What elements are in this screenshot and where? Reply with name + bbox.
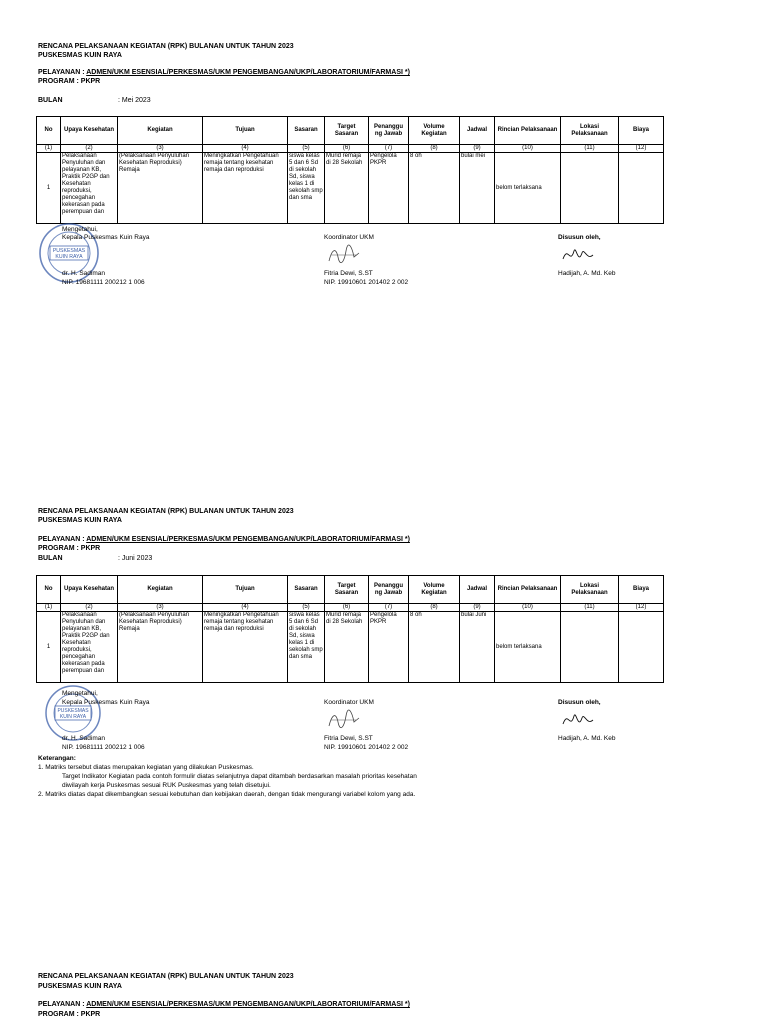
pelayanan-prefix: PELAYANAN : (38, 69, 87, 76)
pelayanan-line (38, 536, 410, 544)
row-kegiatan: (Pelaksanaan Penyuluhan Kesehatan Reproduksi) Remaja (118, 612, 203, 683)
row-target: Murid remaja di 28 Sekolah (325, 612, 369, 683)
row-lokasi (561, 612, 619, 683)
header-cell: No (37, 117, 61, 145)
keterangan-block (38, 754, 417, 799)
table-header-row (37, 117, 664, 145)
keterangan-line: Target Indikator Kegiatan pada contoh formulir diatas selanjutnya dapat ditambah berdasarkan masalah prioritas kesehatan (62, 773, 417, 780)
table-row (37, 612, 664, 683)
header-cell: Rincian Pelaksanaan (495, 117, 561, 145)
column-number: (8) (409, 604, 460, 612)
header-cell: Jadwal (460, 117, 495, 145)
header-cell: No (37, 576, 61, 604)
row-rincian: belom terlaksana (495, 612, 561, 683)
puskesmas-name: PUSKESMAS KUIN RAYA (38, 983, 122, 990)
disusun-signature (560, 243, 596, 267)
stamp-text-2: KUIN RAYA (55, 254, 83, 260)
header-cell: Lokasi Pelaksanaan (561, 576, 619, 604)
column-number: (3) (118, 604, 203, 612)
koordinator-nip: NIP. 19910601 201402 2 002 (324, 279, 409, 286)
pelayanan-line (38, 69, 410, 77)
stamp-text-1: PUSKESMAS (57, 708, 89, 714)
header-cell: Upaya Kesehatan (61, 117, 118, 145)
row-no: 1 (37, 153, 61, 224)
header-cell: Volume Kegiatan (409, 117, 460, 145)
column-number: (5) (288, 604, 325, 612)
koordinator-nip: NIP. 19910601 201402 2 002 (324, 744, 409, 751)
bulan-label: BULAN (38, 555, 63, 562)
column-number: (9) (460, 604, 495, 612)
program-line: PROGRAM : PKPR (38, 78, 101, 85)
column-number: (6) (325, 145, 369, 153)
row-biaya (619, 612, 664, 683)
header-cell: Biaya (619, 117, 664, 145)
row-upaya-text: Pelaksanaan Penyuluhan dan pelayanan KB, Praktik P2GP dan Kesehatan reproduksi, pencegahan kekerasan pada perempuan dan (62, 612, 110, 674)
kepala-nip: NIP. 19681111 200212 1 006 (62, 279, 145, 286)
column-number: (10) (495, 145, 561, 153)
puskesmas-name: PUSKESMAS KUIN RAYA (38, 52, 122, 59)
koordinator-title: Koordinator UKM (324, 699, 374, 706)
header-cell: Volume Kegiatan (409, 576, 460, 604)
header-cell: Tujuan (203, 576, 288, 604)
pelayanan-value: ADMEN/UKM ESENSIAL/PERKESMAS/UKM PENGEMBANGAN/UKP/LABORATORIUM/FARMASI *) (86, 536, 410, 543)
mengetahui-label: Mengetahui, (62, 226, 98, 233)
row-tujuan: Meningkatkan Pengetahuan remaja tentang kesehatan remaja dan reproduksi (203, 612, 288, 683)
disusun-name: Hadijah, A. Md. Keb (558, 735, 616, 742)
row-volume: 8 oh (409, 612, 460, 683)
row-upaya (61, 153, 118, 224)
row-penanggung: Pengelola PKPR (369, 153, 409, 224)
row-lokasi (561, 153, 619, 224)
puskesmas-name: PUSKESMAS KUIN RAYA (38, 517, 122, 524)
row-jadwal: bulai Juni (460, 612, 495, 683)
kepala-title: Kepala Puskesmas Kuin Raya (62, 234, 150, 241)
column-number: (4) (203, 604, 288, 612)
row-kegiatan: (Pelaksanaan Penyuluhan Kesehatan Reproduksi) Remaja (118, 153, 203, 224)
koordinator-signature (326, 708, 362, 732)
column-number: (7) (369, 145, 409, 153)
kepala-nip: NIP. 19681111 200212 1 006 (62, 744, 145, 751)
column-number: (10) (495, 604, 561, 612)
table-header-row (37, 576, 664, 604)
row-penanggung: Pengelola PKPR (369, 612, 409, 683)
pelayanan-prefix: PELAYANAN : (38, 536, 87, 543)
header-cell: Lokasi Pelaksanaan (561, 117, 619, 145)
column-number: (7) (369, 604, 409, 612)
row-biaya (619, 153, 664, 224)
header-cell: Rincian Pelaksanaan (495, 576, 561, 604)
pelayanan-value: ADMEN/UKM ESENSIAL/PERKESMAS/UKM PENGEMBANGAN/UKP/LABORATORIUM/FARMASI *) (86, 69, 410, 76)
disusun-name: Hadijah, A. Md. Keb (558, 270, 616, 277)
column-number: (12) (619, 604, 664, 612)
document-title: RENCANA PELAKSANAAN KEGIATAN (RPK) BULANAN UNTUK TAHUN 2023 (38, 973, 294, 980)
rpk-table (36, 575, 664, 683)
column-number: (1) (37, 145, 61, 153)
column-number-row (37, 604, 664, 612)
kepala-title: Kepala Puskesmas Kuin Raya (62, 699, 150, 706)
row-sasaran (288, 153, 325, 224)
disusun-label: Disusun oleh, (558, 234, 601, 241)
column-number: (5) (288, 145, 325, 153)
header-cell: Sasaran (288, 117, 325, 145)
keterangan-line: 2. Matriks diatas dapat dikembangkan sesuai kebutuhan dan kebijakan daerah, dengan tidak mengurangi variabel kolom yang ada. (38, 791, 416, 798)
column-number: (12) (619, 145, 664, 153)
bulan-label: BULAN (38, 97, 63, 104)
row-sasaran-text: siswa kelas 5 dan 6 Sd di sekolah Sd, siswa kelas 1 di sekolah smp dan sma (289, 612, 323, 660)
column-number: (2) (61, 604, 118, 612)
keterangan-line: 1. Matriks tersebut diatas merupakan kegiatan yang dilakukan Puskesmas. (38, 764, 254, 771)
bulan-value: : Juni 2023 (118, 555, 153, 562)
column-number: (3) (118, 145, 203, 153)
row-sasaran-text: siswa kelas 5 dan 6 Sd di sekolah Sd, siswa kelas 1 di sekolah smp dan sma (289, 153, 323, 201)
document-title: RENCANA PELAKSANAAN KEGIATAN (RPK) BULANAN UNTUK TAHUN 2023 (38, 43, 294, 50)
koordinator-name: Fitria Dewi, S.ST (324, 735, 373, 742)
row-sasaran (288, 612, 325, 683)
pelayanan-value: ADMEN/UKM ESENSIAL/PERKESMAS/UKM PENGEMBANGAN/UKP/LABORATORIUM/FARMASI *) (86, 1001, 410, 1008)
header-cell: Upaya Kesehatan (61, 576, 118, 604)
column-number: (6) (325, 604, 369, 612)
row-upaya (61, 612, 118, 683)
bulan-value: : Mei 2023 (118, 97, 151, 104)
rpk-table (36, 116, 664, 224)
program-line: PROGRAM : PKPR (38, 1011, 101, 1018)
pelayanan-line (38, 1001, 410, 1009)
koordinator-title: Koordinator UKM (324, 234, 374, 241)
kepala-name: dr. H. Sadiman (62, 735, 105, 742)
header-cell: Penanggu ng Jawab (369, 576, 409, 604)
column-number: (1) (37, 604, 61, 612)
stamp-text-1: PUSKESMAS (52, 248, 86, 254)
header-cell: Biaya (619, 576, 664, 604)
disusun-signature (560, 708, 596, 732)
document-title: RENCANA PELAKSANAAN KEGIATAN (RPK) BULANAN UNTUK TAHUN 2023 (38, 508, 294, 515)
row-upaya-text: Pelaksanaan Penyuluhan dan pelayanan KB, Praktik P2GP dan Kesehatan reproduksi, pencegahan kekerasan pada perempuan dan (62, 153, 110, 215)
header-cell: Kegiatan (118, 117, 203, 145)
pelayanan-prefix: PELAYANAN : (38, 1001, 87, 1008)
column-number: (4) (203, 145, 288, 153)
row-tujuan: Meningkatkan Pengetahuan remaja tentang kesehatan remaja dan reproduksi (203, 153, 288, 224)
row-target: Murid remaja di 28 Sekolah (325, 153, 369, 224)
mengetahui-label: Mengetahui, (62, 690, 98, 697)
row-rincian: belom terlaksana (495, 153, 561, 224)
row-no: 1 (37, 612, 61, 683)
column-number: (8) (409, 145, 460, 153)
column-number: (11) (561, 145, 619, 153)
column-number: (2) (61, 145, 118, 153)
column-number: (11) (561, 604, 619, 612)
header-cell: Kegiatan (118, 576, 203, 604)
keterangan-title: Keterangan: (38, 755, 76, 762)
header-cell: Target Sasaran (325, 576, 369, 604)
header-cell: Penanggu ng Jawab (369, 117, 409, 145)
column-number: (9) (460, 145, 495, 153)
header-cell: Jadwal (460, 576, 495, 604)
header-cell: Tujuan (203, 117, 288, 145)
header-cell: Target Sasaran (325, 117, 369, 145)
keterangan-line: diwilayah kerja Puskesmas sesuai RUK Puskesmas yang telah disetujui. (62, 782, 271, 789)
program-line: PROGRAM : PKPR (38, 545, 101, 552)
column-number-row (37, 145, 664, 153)
kepala-name: dr. H. Sadiman (62, 270, 105, 277)
row-jadwal: bulai mei (460, 153, 495, 224)
koordinator-signature (326, 243, 362, 267)
koordinator-name: Fitria Dewi, S.ST (324, 270, 373, 277)
header-cell: Sasaran (288, 576, 325, 604)
row-volume: 8 oh (409, 153, 460, 224)
stamp-text-2: KUIN RAYA (59, 714, 87, 720)
table-row (37, 153, 664, 224)
disusun-label: Disusun oleh, (558, 699, 601, 706)
